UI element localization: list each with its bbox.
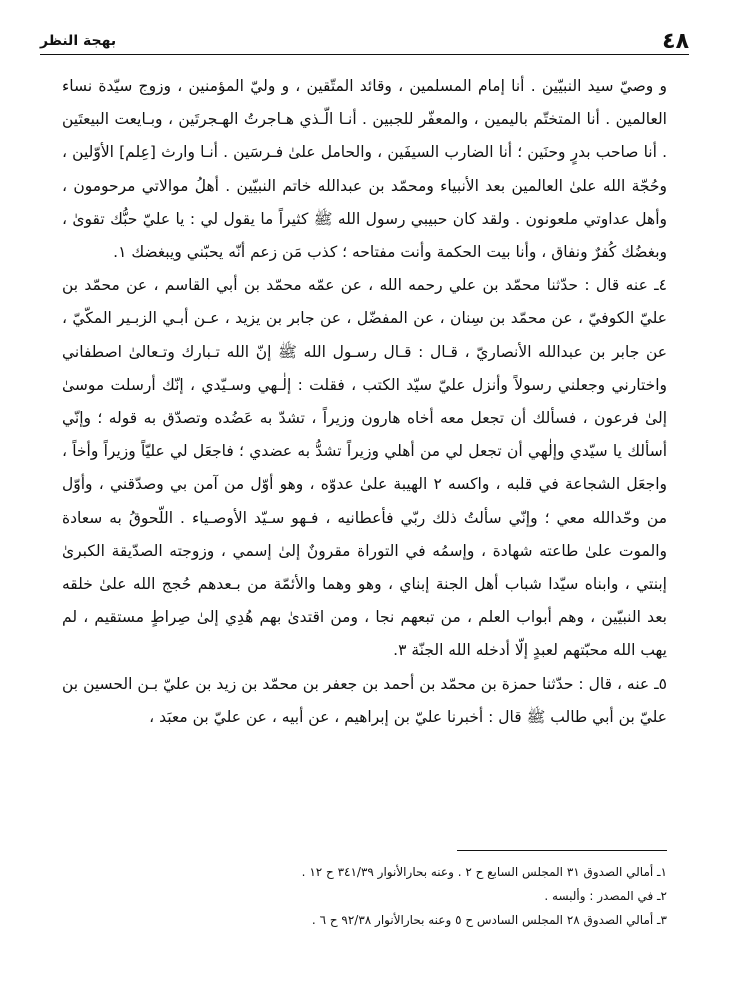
book-title: بهجة النظر bbox=[40, 33, 117, 49]
footnote-3: ٣ـ أمالي الصدوق ٢٨ المجلس السادس ح ٥ وعنه بحارالأنوار ٩٢/٣٨ ح ٦ . bbox=[311, 913, 667, 927]
page-header bbox=[40, 28, 689, 55]
paragraph-1: و وصيّ سيد النبيّين . أنا إمام المسلمين ، وقائد المتّقين ، و وليّ المؤمنين ، وزوج سيّدة نساء العالمين . أنا المتختّم باليمين ، والمعفّر للجبين . أنـا الّـذي هـاجرتُ الهـجرتَين ، وبـايعت البيعتَين . أنا صاحب بدرٍ وحنَين ؛ أنا الضارب السيفَين ، والحامل علىٰ فـرسَين . أنـا وارث [عِلم] الأوّلين ، وحُجّة الله علىٰ العالمين بعد الأنبياء ومحمّد بن عبدالله خاتم النبيّين . أهلُ موالاتي مرحومون ، وأهل عداوتي ملعونون . ولقد كان حبيبي رسول الله ﷺ كثيراً ما يقول لي : يا عليّ حبُّك تقوىٰ ، وبغضُك كُفرٌ ونفاق ، وأنا بيت الحكمة وأنت مفتاحه ؛ كذب مَن زعم أنّه يحبّني ويبغضك ١. bbox=[62, 77, 667, 262]
footnote-divider bbox=[457, 850, 667, 851]
footnote-1: ١ـ أمالي الصدوق ٣١ المجلس السابع ح ٢ . وعنه بحارالأنوار ٣٤١/٣٩ ح ١٢ . bbox=[301, 865, 667, 879]
paragraph-2: ٤ـ عنه قال : حدّثنا محمّد بن علي رحمه الله ، عن عمّه محمّد بن أبي القاسم ، عن محمّد بن عليّ الكوفيّ ، عن محمّد بن سِنان ، عن المفضّل ، عن جابر بن يزيد ، عـن أبـي الزبـير المكّيّ ، عن جابر بن عبدالله الأنصاريّ ، قـال : قـال رسـول الله ﷺ إنّ الله تـبارك وتـعالىٰ اصطفاني واختارني وجعلني رسولاً وأنزل عليّ سيّد الكتب ، فقلت : إلٰـهي وسـيّدي ، إنّك أرسلت موسىٰ إلىٰ فرعون ، فسألك أن تجعل معه أخاه هارون وزيراً ، تشدّ به عَضُده وتصدّق به قوله ؛ وإنّي أسألك يا سيّدي وإلٰهي أن تجعل لي من أهلي وزيراً تشدُّ به عضدي ؛ فاجعَل لي عليّاً وزيراً وأخاً ، واجعَل الشجاعة في قلبه ، واكسه ٢ الهيبة علىٰ عدوّه ، وهو أوّل من آمن بي وصدّقني ، وأوّل من وحّدالله معي ؛ وإنّي سألتُ ذلك ربّي فأعطانيه ، فـهو سـيّد الأوصـياء . اللّحوقُ به سعادة والموت علىٰ طاعته شهادة ، وإسمُه في التوراة مقرونٌ إلىٰ إسمي ، وزوجته الصدّيقة الكبرىٰ إبنتي ، وابناه سيّدا شباب أهل الجنة إبناي ، وهو وهما والأئمّة من بـعدهم حُجج الله علىٰ خلقه بعد النبيّين ، وهم أبواب العلم ، من تبعهم نجا ، ومن اقتدىٰ بهم هُدِي إلىٰ صِراطٍ مستقيم ، لم يهب الله محبّتهم لعبدٍ إلّا أدخله الله الجنّة ٣. bbox=[62, 276, 667, 660]
footnote-2: ٢ـ في المصدر : وألبسه . bbox=[544, 889, 667, 903]
footnotes bbox=[62, 860, 667, 932]
paragraph-3: ٥ـ عنه ، قال : حدّثنا حمزة بن محمّد بن أحمد بن جعفر بن محمّد بن زيد بن عليّ بـن الحسين بن عليّ بن أبي طالب ﷺ قال : أخبرنا عليّ بن إبراهيم ، عن أبيه ، عن عليّ بن معبَد ، bbox=[62, 674, 667, 726]
page-number: ٤٨ bbox=[662, 28, 689, 54]
body-text bbox=[62, 70, 667, 734]
